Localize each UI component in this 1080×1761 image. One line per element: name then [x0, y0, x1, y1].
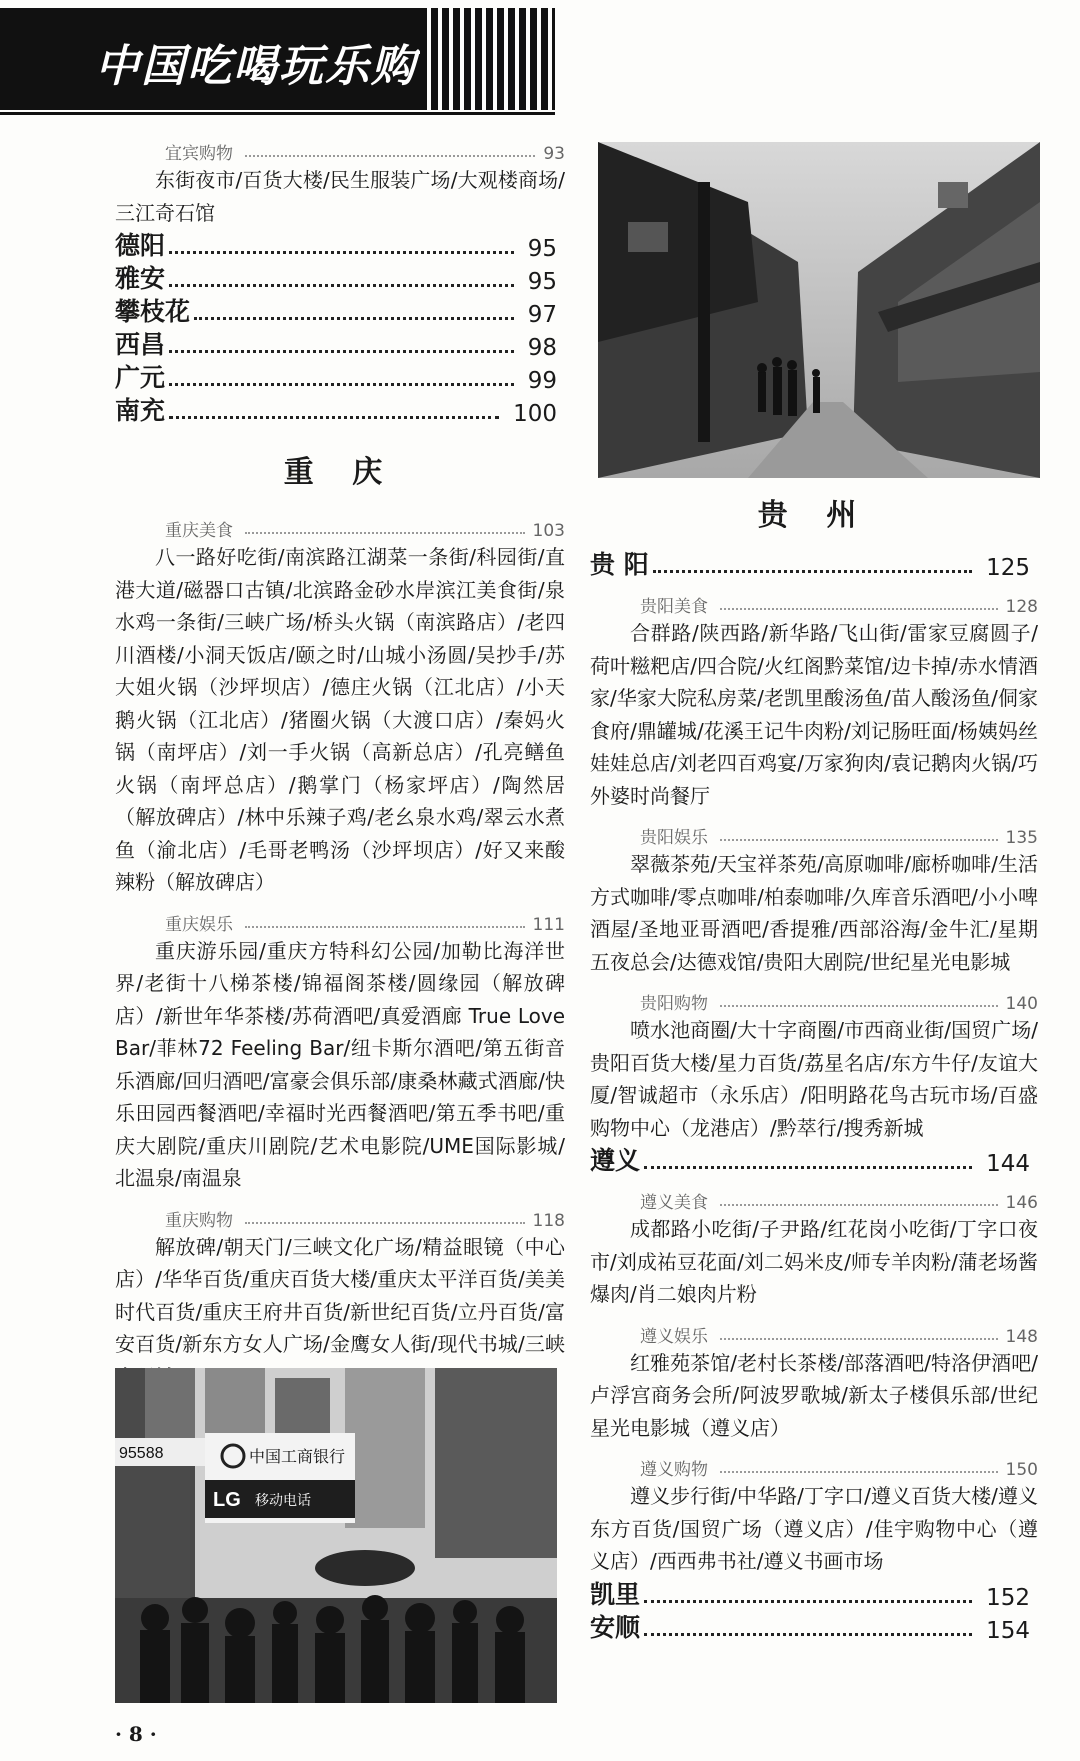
toc-subentry-text: 翠薇茶苑/天宝祥茶苑/高原咖啡/廊桥咖啡/生活方式咖啡/零点咖啡/柏泰咖啡/久库音乐酒吧/小小啤酒屋/圣地亚哥酒吧/香提雅/西部浴海/金牛汇/星期五夜总会/达德戏馆/贵阳大剧院/世纪星光电影城: [590, 852, 1038, 974]
toc-subentry-text: 红雅苑茶馆/老村长茶楼/部落酒吧/特洛伊酒吧/卢浮宫商务会所/阿波罗歌城/新太子楼俱乐部/世纪星光电影城（遵义店）: [590, 1350, 1038, 1440]
toc-city: 攀枝花 97: [115, 297, 557, 328]
chapter-title: 中国吃喝玩乐购: [95, 41, 417, 92]
toc-city: 安顺 154: [590, 1612, 1030, 1644]
right-column: [590, 490, 1038, 1644]
toc-subentry: 遵义美食 146: [640, 1193, 1038, 1213]
toc-city: 贵 阳 125: [590, 550, 1030, 581]
toc-subentry-text: 遵义步行街/中华路/丁字口/遵义百货大楼/遵义东方百货/国贸广场（遵义店）/佳宇购物中心（遵义店）/西西弗书社/遵义书画市场: [590, 1484, 1038, 1573]
toc-subentry: 重庆美食 103: [165, 521, 565, 541]
page-number: · 8 ·: [115, 1722, 157, 1746]
sign-text: 95588: [119, 1445, 164, 1462]
sign-text: 移动电话: [255, 1493, 311, 1509]
region-heading: 重 庆: [283, 455, 397, 490]
banner-stripes: [420, 8, 555, 110]
sign-text: LG: [213, 1489, 241, 1511]
toc-city: 德阳 95: [115, 231, 557, 262]
toc-city: 西昌 98: [115, 330, 557, 361]
region-heading: 贵 州: [757, 498, 871, 533]
toc-subentry: 遵义购物 150: [640, 1460, 1038, 1480]
toc-subentry: 宜宾购物 93: [165, 144, 565, 164]
photo-old-street: [598, 142, 1040, 478]
toc-subentry-text: 重庆游乐园/重庆方特科幻公园/加勒比海洋世界/老街十八梯茶楼/锦福阁茶楼/圆缘园（解放碑店）/新世年华茶楼/苏荷酒吧/真爱酒廊 True Love Bar/菲林72 Feeling Bar/纽卡斯尔酒吧/第五街音乐酒廊/回归酒吧/富豪会俱乐部/康桑林藏式酒廊/快乐田园西餐酒吧/幸福时光西餐酒吧/第五季书吧/重庆大剧院/重庆川剧院/艺术电影院/UME国际影城/北温泉/南温泉: [115, 938, 565, 1190]
toc-subentry-text: 成都路小吃街/子尹路/红花岗小吃街/丁字口夜市/刘成祐豆花面/刘二妈米皮/师专羊肉粉/蒲老场酱爆肉/肖二娘肉片粉: [590, 1217, 1038, 1306]
toc-subentry-text: 解放碑/朝天门/三峡文化广场/精益眼镜（中心店）/华华百货/重庆百货大楼/重庆太平洋百货/美美时代百货/重庆王府井百货/新世纪百货/立丹百货/富安百货/新东方女人广场/金鹰女人街/现代书城/三峡: [115, 1234, 565, 1356]
left-column: [115, 128, 565, 1393]
toc-subentry-text: 合群路/陕西路/新华路/飞山街/雷家豆腐圆子/荷叶糍粑店/四合院/火红阁黔菜馆/边卡掉/赤水情酒家/华家大院私房菜/老凯里酸汤鱼/苗人酸汤鱼/侗家食府/鼎罐城/花溪王记牛肉粉/刘记肠旺面/杨姨妈丝娃娃总店/刘老四百鸡宴/万家狗肉/袁记鹅肉火锅/巧外婆时尚餐厅: [590, 621, 1038, 808]
toc-subentry-text: 东街夜市/百货大楼/民生服装广场/大观楼商场/三江奇石馆: [115, 168, 565, 225]
toc-subentry-text: 喷水池商圈/大十字商圈/市西商业街/国贸广场/贵阳百货大楼/星力百货/荔星名店/东方牛仔/友谊大厦/智诚超市（永乐店）/阳明路花鸟古玩市场/百盛购物中心（龙港店）/黔萃行/搜秀新城: [590, 1018, 1038, 1140]
sign-text: 中国工商银行: [249, 1447, 346, 1466]
toc-city: 遵义 144: [590, 1146, 1030, 1177]
toc-city: 雅安 95: [115, 264, 557, 295]
toc-subentry: 遵义娱乐 148: [640, 1326, 1038, 1347]
toc-subentry: 贵阳娱乐 135: [640, 828, 1038, 848]
toc-subentry: 重庆娱乐 111: [165, 914, 565, 935]
toc-city: 凯里 152: [590, 1579, 1030, 1611]
chapter-banner: [0, 8, 555, 110]
toc-subentry: 贵阳购物 140: [640, 994, 1038, 1014]
toc-subentry: 重庆购物 118: [165, 1210, 565, 1231]
banner-rule: [0, 112, 555, 115]
toc-city: 广元 99: [115, 363, 557, 394]
toc-city: 南充 100: [115, 396, 557, 427]
toc-subentry-text: 八一路好吃街/南滨路江湖菜一条街/科园街/直港大道/磁器口古镇/北滨路金砂水岸滨江美食街/泉水鸡一条街/三峡广场/桥头火锅（南滨路店）/老四川酒楼/小洞天饭店/颐之时/山城小汤圆/吴抄手/苏大姐火锅（沙坪坝店）/德庄火锅（江北店）/小天鹅火锅（江北店）/猪圈火锅（大渡口店）/秦妈火锅（南坪店）/刘一手火锅（高新总店）/孔亮鳝鱼火锅（南坪总店）/鹅掌门（杨家坪店）/陶然居（解放碑店）/林中乐辣子鸡/老幺泉水鸡/翠云水煮鱼（渝北店）/毛哥老鸭汤（沙坪坝店）/好又来酸辣粉（解放碑店）: [115, 545, 565, 894]
photo-shopping-street: [115, 1368, 557, 1703]
toc-subentry: 贵阳美食 128: [640, 597, 1038, 617]
